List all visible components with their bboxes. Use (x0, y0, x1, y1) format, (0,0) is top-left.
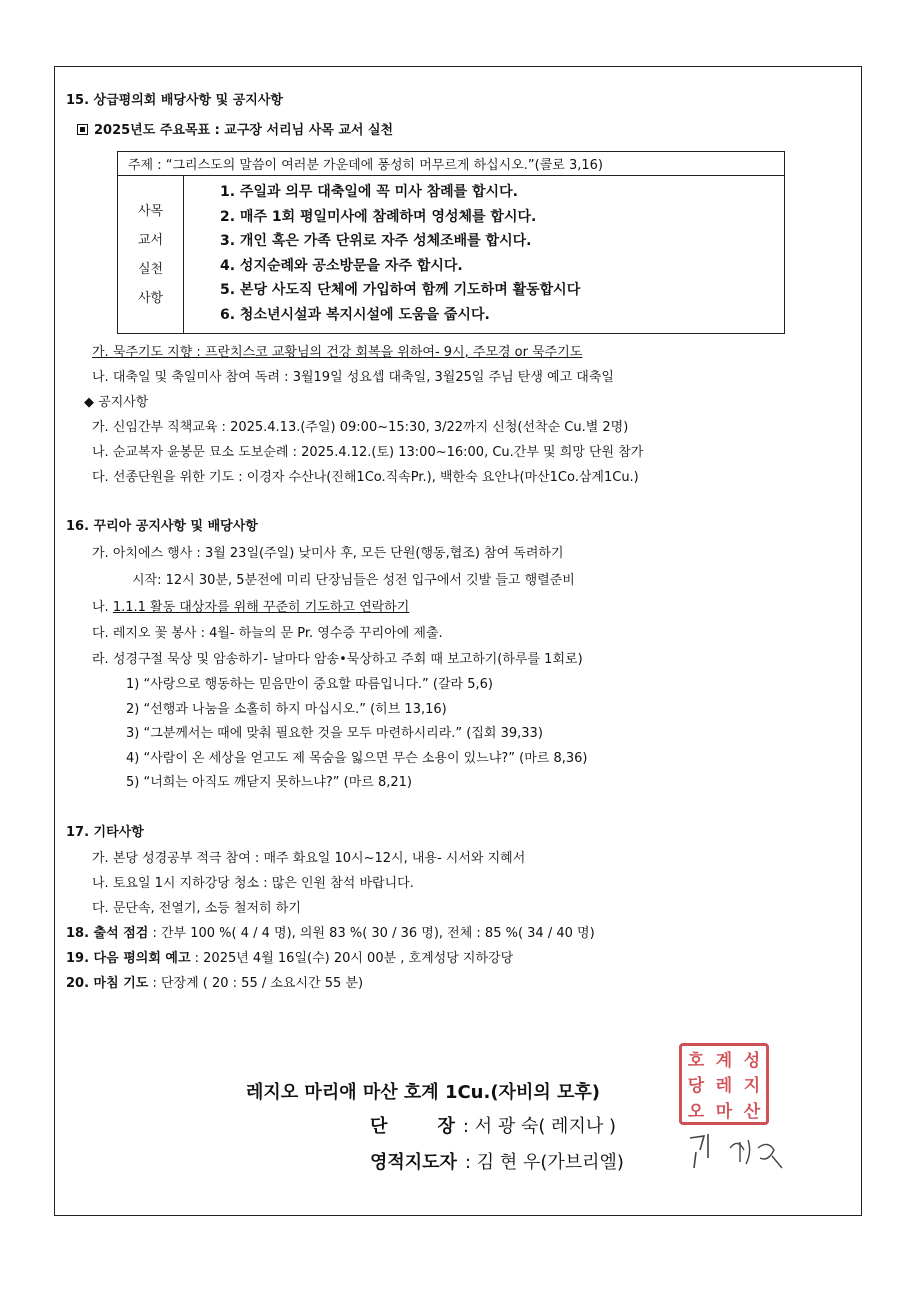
misc-item: 다. 문단속, 전열기, 소등 철저히 하기 (92, 901, 301, 916)
activity-line: 나. 1.1.1 활동 대상자를 위해 꾸준히 기도하고 연락하기 (92, 600, 410, 615)
notice-item: 가. 신임간부 직책교육 : 2025.4.13.(주일) 09:00~15:30, 3/22까지 신청(선착순 Cu.별 2명) (92, 420, 629, 435)
square-bullet-icon (77, 124, 88, 135)
goal-line: 2025년도 주요목표 : 교구장 서리님 사목 교서 실천 (77, 122, 393, 140)
practice-item: 2. 매주 1회 평일미사에 참례하며 영성체를 합시다. (220, 208, 537, 225)
practice-label-1: 사목 (137, 203, 164, 219)
theme-cell: 주제 : “그리스도의 말씀이 여러분 가운데에 풍성히 머무르게 하십시오.”(콜로 3,16) (118, 152, 785, 176)
section-16-title: 16. 꾸리아 공지사항 및 배당사항 (66, 519, 258, 534)
practice-items-cell (184, 176, 785, 334)
attendance-line: 18. 출석 점검 : 간부 100 %( 4 / 4 명), 의원 83 %( 30 / 36 명), 전체 : 85 %( 34 / 40 명) (66, 926, 595, 941)
next-meeting-line: 19. 다음 평의회 예고 : 2025년 4월 16일(수) 20시 00분 , 호계성당 지하강당 (66, 951, 514, 966)
notice-item: 다. 선종단원을 위한 기도 : 이경자 수산나(진해1Co.직속Pr.), 백한숙 요안나(마산1Co.삼계1Cu.) (92, 470, 639, 485)
practice-label-4: 사항 (137, 290, 164, 306)
organization-name: 레지오 마리애 마산 호계 1Cu.(자비의 모후) (246, 1082, 600, 1103)
misc-item: 나. 토요일 1시 지하강당 청소 : 많은 인원 참석 바랍니다. (92, 876, 414, 891)
rosary-intention: 가. 묵주기도 지향 : 프란치스코 교황님의 건강 회복을 위하여- 9시, 주모경 or 묵주기도 (92, 345, 583, 360)
practice-label-3: 실천 (137, 261, 164, 277)
verse-item: 3) “그분께서는 때에 맞춰 필요한 것을 모두 마련하시리라.” (집회 39,33) (126, 726, 543, 741)
practice-item: 4. 성지순례와 공소방문을 자주 합시다. (220, 257, 463, 274)
verse-item: 4) “사람이 온 세상을 얻고도 제 목숨을 잃으면 무슨 소용이 있느냐?” (마르 8,36) (126, 751, 588, 766)
section-15-title: 15. 상급평의회 배당사항 및 공지사항 (66, 93, 283, 108)
practice-item: 5. 본당 사도직 단체에 가입하여 함께 기도하며 활동합시다 (220, 282, 581, 298)
practice-item: 3. 개인 혹은 가족 단위로 자주 성체조배를 합시다. (220, 233, 532, 249)
red-seal-stamp: 호 계 성 당 레 지 오 마 산 (679, 1043, 769, 1125)
section-17-title: 17. 기타사항 (66, 825, 144, 840)
acies-start: 시작: 12시 30분, 5분전에 미리 단장님들은 성전 입구에서 깃발 들고 행렬준비 (132, 573, 575, 588)
feast-mass-line: 나. 대축일 및 축일미사 참여 독려 : 3월19일 성요셉 대축일, 3월25일 주님 탄생 예고 대축일 (92, 370, 614, 385)
leader-line: 단 장 : 서 광 숙( 레지나 ) (370, 1116, 616, 1137)
acies-event: 가. 아치에스 행사 : 3월 23일(주일) 낮미사 후, 모든 단원(행동,협조) 참여 독려하기 (92, 546, 564, 561)
closing-prayer-line: 20. 마침 기도 : 단장계 ( 20 : 55 / 소요시간 55 분) (66, 976, 364, 991)
practice-item: 6. 청소년시설과 복지시설에 도움을 줍시다. (220, 306, 490, 323)
practice-item: 1. 주일과 의무 대축일에 꼭 미사 참례를 합시다. (220, 184, 518, 200)
misc-item: 가. 본당 성경공부 적극 참여 : 매주 화요일 10시~12시, 내용- 시서와 지혜서 (92, 851, 526, 866)
notice-item: 나. 순교복자 윤봉문 묘소 도보순례 : 2025.4.12.(토) 13:00~16:00, Cu.간부 및 희망 단원 참가 (92, 445, 644, 460)
director-line: 영적지도자 : 김 현 우(가브리엘) (370, 1152, 624, 1173)
practice-label-2: 교서 (137, 232, 164, 248)
verse-item: 1) “사랑으로 행동하는 믿음만이 중요할 따름입니다.” (갈라 5,6) (126, 677, 493, 692)
practice-label-cell (118, 176, 184, 334)
flower-service: 다. 레지오 꽃 봉사 : 4월- 하늘의 문 Pr. 영수증 꾸리아에 제출. (92, 626, 443, 641)
verse-item: 5) “너희는 아직도 깨닫지 못하느냐?” (마르 8,21) (126, 775, 412, 790)
verse-item: 2) “선행과 나눔을 소홀히 하지 마십시오.” (히브 13,16) (126, 702, 447, 717)
bible-meditation: 라. 성경구절 묵상 및 암송하기- 날마다 암송•묵상하고 주회 때 보고하기(하루를 1회로) (92, 652, 583, 667)
handwritten-signature (682, 1128, 792, 1178)
notice-heading: ◆ 공지사항 (84, 395, 149, 410)
goal-table (117, 151, 785, 334)
